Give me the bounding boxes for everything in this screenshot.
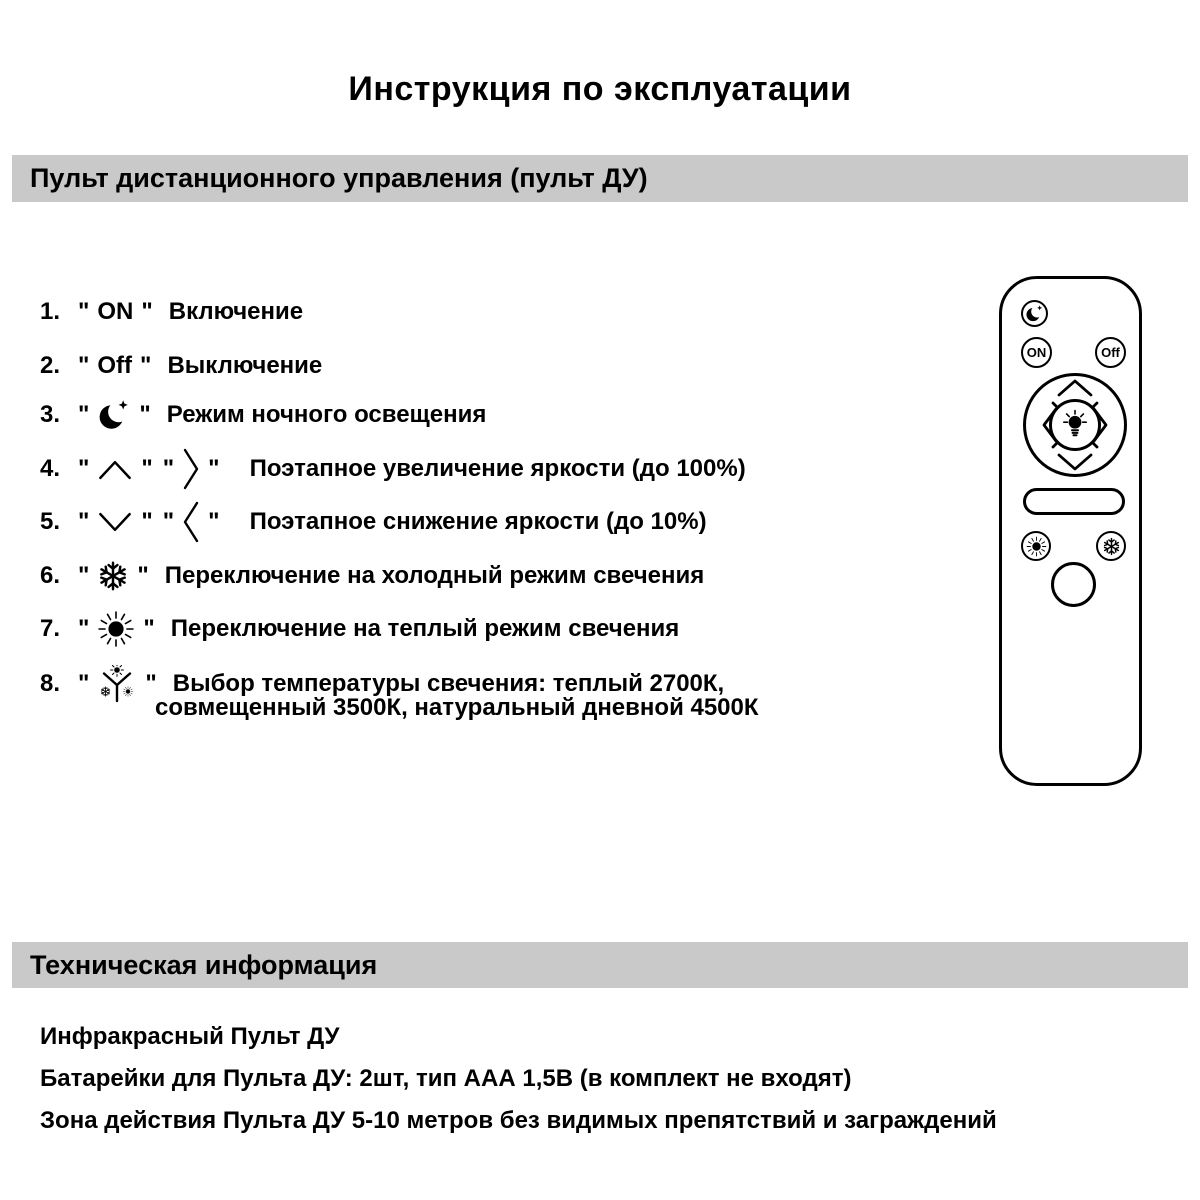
list-item-night-mode <box>40 397 486 433</box>
item-label: Выключение <box>167 352 323 379</box>
list-item-cold-mode <box>40 558 704 594</box>
chevron-down-icon <box>97 511 133 534</box>
list-item-brightness-down <box>40 504 707 540</box>
item-label: Режим ночного освещения <box>166 401 487 428</box>
tech-info-line: Зона действия Пульта ДУ 5-10 метров без видимых препятствий и заграждений <box>40 1107 997 1134</box>
remote-pill-button <box>1023 488 1125 515</box>
item-number: 8. <box>40 670 61 697</box>
off-key-label: Off <box>97 352 133 379</box>
section-header-tech <box>12 942 1188 988</box>
quote-mark: " <box>78 615 90 642</box>
remote-night-mode-button <box>1021 300 1048 327</box>
item-number: 4. <box>40 455 61 482</box>
quote-mark: " <box>208 508 220 535</box>
quote-mark: " <box>78 670 90 697</box>
quote-mark: " <box>78 455 90 482</box>
remote-round-button <box>1051 562 1096 607</box>
quote-mark: " <box>141 455 153 482</box>
quote-mark: " <box>78 508 90 535</box>
sun-icon <box>97 610 135 648</box>
item-label: Поэтапное снижение яркости (до 10%) <box>249 508 707 535</box>
item-number: 1. <box>40 298 61 325</box>
page-title: Инструкция по эксплуатации <box>348 70 852 108</box>
temperature-select-icon <box>97 665 137 703</box>
remote-on-label: ON <box>1026 345 1047 360</box>
quote-mark: " <box>141 298 153 325</box>
quote-mark: " <box>139 401 151 428</box>
remote-off-button <box>1095 337 1126 368</box>
tech-info-line: Батарейки для Пульта ДУ: 2шт, тип ААА 1,5В (в комплект не входят) <box>40 1065 852 1092</box>
quote-mark: " <box>162 455 175 482</box>
item-label-continued: совмещенный 3500К, натуральный дневной 4500К <box>155 694 759 721</box>
remote-control-illustration <box>999 276 1142 786</box>
remote-warm-mode-button <box>1021 531 1051 561</box>
item-label: Поэтапное увеличение яркости (до 100%) <box>249 455 746 482</box>
quote-mark: " <box>141 508 153 535</box>
quote-mark: " <box>208 455 220 482</box>
item-label: Переключение на теплый режим свечения <box>170 615 680 642</box>
moon-icon <box>1025 304 1044 323</box>
list-item-on <box>40 294 303 330</box>
quote-mark: " <box>78 562 90 589</box>
chevron-right-icon <box>182 446 200 492</box>
chevron-down-icon <box>1059 455 1091 469</box>
quote-mark: " <box>137 562 149 589</box>
quote-mark: " <box>140 352 152 379</box>
light-bulb-icon <box>1061 409 1089 441</box>
quote-mark: " <box>78 298 90 325</box>
list-item-brightness-up <box>40 451 746 487</box>
list-item-warm-mode <box>40 611 679 647</box>
item-label: Переключение на холодный режим свечения <box>164 562 705 589</box>
item-label: Включение <box>168 298 304 325</box>
section-header-remote-label: Пульт дистанционного управления (пульт ДУ) <box>30 163 648 193</box>
item-label: Выбор температуры свечения: теплый 2700К, <box>172 670 725 697</box>
remote-off-label: Off <box>1101 345 1120 360</box>
remote-on-button <box>1021 337 1052 368</box>
item-number: 3. <box>40 401 61 428</box>
section-header-tech-label: Техническая информация <box>30 949 378 980</box>
quote-mark: " <box>143 615 155 642</box>
tech-info-line: Инфракрасный Пульт ДУ <box>40 1023 340 1050</box>
section-header-remote <box>12 155 1188 202</box>
chevron-left-icon <box>182 499 200 545</box>
on-key-label: ON <box>97 298 134 325</box>
item-number: 5. <box>40 508 61 535</box>
quote-mark: " <box>78 401 90 428</box>
sun-icon <box>1026 536 1047 557</box>
item-number: 7. <box>40 615 61 642</box>
snowflake-icon <box>97 560 129 592</box>
quote-mark: " <box>145 670 157 697</box>
remote-light-button <box>1049 399 1101 451</box>
list-item-off <box>40 348 322 384</box>
remote-cold-mode-button <box>1096 531 1126 561</box>
quote-mark: " <box>162 508 175 535</box>
quote-mark: " <box>78 352 90 379</box>
item-number: 2. <box>40 352 61 379</box>
moon-icon <box>97 398 131 432</box>
chevron-up-icon <box>1059 381 1091 395</box>
chevron-up-icon <box>97 458 133 481</box>
snowflake-icon <box>1102 537 1121 556</box>
item-number: 6. <box>40 562 61 589</box>
